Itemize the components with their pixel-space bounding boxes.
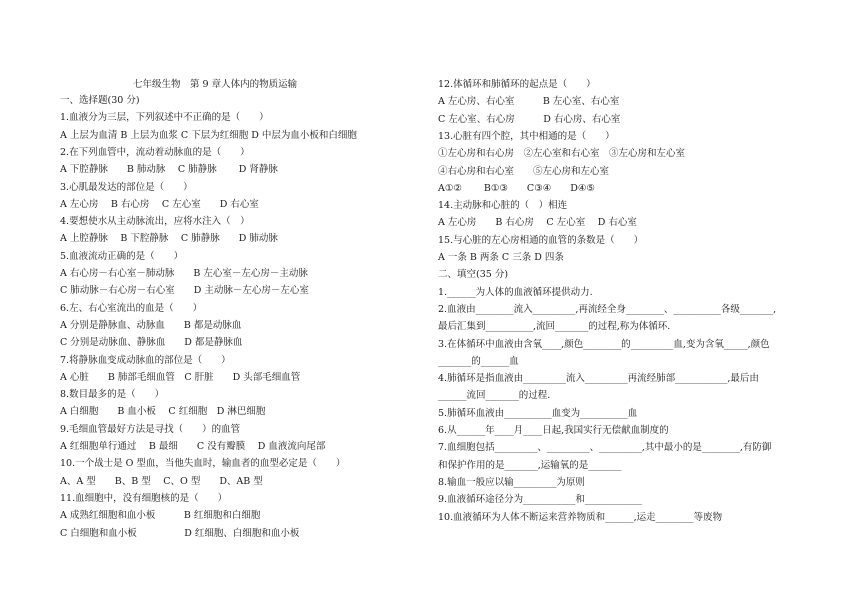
left-text-line: C 肺动脉－右心房－右心室 D 主动脉－左心房－左心室: [60, 285, 309, 297]
left-text-line: 2.在下列血管中，流动着动脉血的是（ ）: [60, 146, 250, 158]
left-text-line: A 右心房－右心室－肺动脉 B 左心室－左心房－主动脉: [60, 268, 308, 279]
left-text-line: A 成熟红细胞和血小板 B 红细胞和白细胞: [60, 510, 261, 522]
left-text-line: A 分别是静脉血、动脉血 B 都是动脉血: [60, 319, 242, 331]
right-text-line: 7.血细胞包括_________、_________、_________,其中最小的是________,有防御: [438, 442, 772, 454]
right-text-line: 14.主动脉和心脏的（ ）相连: [438, 200, 568, 212]
right-text-line: ______流回_______的过程.: [438, 390, 551, 402]
right-text-line: 4.肺循环是指血液由_________流入_________再流经肺部___________,最后由: [438, 373, 759, 385]
right-text-line: A 一条 B 两条 C 三条 D 四条: [438, 252, 564, 263]
right-text-line: C 左心室、右心房 D 右心房、右心室: [438, 113, 621, 125]
left-text-line: 4.要想使水从主动脉流出，应将水注入（ ）: [60, 216, 250, 228]
left-text-line: A 左心房 B 右心房 C 左心室 D 右心室: [60, 198, 259, 210]
left-text-line: A 上层为血清 B 上层为血浆 C 下层为红细胞 D 中层为血小板和白细胞: [60, 129, 357, 141]
right-text-line: A 左心房、右心室 B 左心室、右心室: [438, 96, 620, 108]
right-text-line: 9.血液循环途径分为___________和____________: [438, 494, 642, 506]
left-text-line: 3.心肌最发达的部位是（ ）: [60, 181, 193, 193]
left-text-line: 9.毛细血管最好方法是寻找（ ）的血管: [60, 423, 241, 435]
left-text-line: A 白细胞 B 血小板 C 红细胞 D 淋巴细胞: [60, 406, 266, 418]
right-text-line: 和保护作用的是_______,运输氧的是_______: [438, 459, 622, 471]
left-text-line: C 白细胞和血小板 D 红细胞、白细胞和血小板: [60, 527, 300, 539]
left-text-line: C 分别是动脉血、静脉血 D 都是静脉血: [60, 337, 243, 349]
right-text-line: 13.心脏有四个腔，其中相通的是（ ）: [438, 130, 615, 142]
left-text-line: A、A 型 B、B 型 C、O 型 D、AB 型: [60, 475, 263, 487]
right-text-line: 8.输血一般应以输_________为原则: [438, 476, 585, 488]
right-text-line: 最后汇集到__________,流回_______的过程,称为体循环.: [438, 321, 671, 333]
right-text-line: _______的______血: [438, 355, 519, 367]
right-text-line: A 左心房 B 右心房 C 左心室 D 右心室: [438, 217, 637, 229]
right-text-line: ①左心房和右心房 ②左心室和右心室 ③左心房和左心室: [438, 148, 686, 160]
left-text-line: 5.血液流动正确的是（ ）: [60, 250, 184, 262]
right-text-line: ④右心房和右心室 ⑤左心房和左心室: [438, 165, 610, 177]
right-text-line: 5.肺循环血液由__________血变为__________血: [438, 407, 638, 419]
right-text-line: 12.体循环和肺循环的起点是（ ）: [438, 79, 596, 90]
right-text-line: 3.在体循环中血液由含氧____,颜色________的_________血,变为含氧_____,颜色: [438, 338, 770, 350]
right-text-line: 15.与心脏的左心房相通的血管的条数是（ ）: [438, 234, 644, 246]
left-text-line: 7.将静脉血变成动脉血的部位是（ ）: [60, 354, 231, 366]
left-text-line: A 红细胞单行通过 B 最细 C 没有瓣膜 D 血液流向尾部: [60, 441, 326, 452]
left-text-line: 11.血细胞中，没有细胞核的是（ ）: [60, 492, 228, 504]
right-text-line: 6.从______年____月____日起,我国实行无偿献血制度的: [438, 425, 669, 436]
right-text-line: 10.血液循环为人体不断运来营养物质和______,运走________等废物: [438, 511, 723, 523]
left-text-line: 6.左、右心室流出的血是（ ）: [60, 302, 203, 314]
left-text-line: A 下腔静脉 B 肺动脉 C 肺静脉 D 肾静脉: [60, 164, 278, 176]
left-text-line: 1.血液分为三层，下列叙述中不正确的是（ ）: [60, 112, 269, 124]
page-title: 七年级生物 第 9 章人体内的物质运输: [133, 79, 298, 90]
right-text-line: A①② B①③ C③④ D④⑤: [438, 182, 595, 194]
left-text-line: A 上腔静脉 B 下腔静脉 C 肺静脉 D 肺动脉: [60, 233, 278, 245]
left-text-line: 一、选择题(30 分): [60, 95, 140, 106]
left-text-line: 8.数目最多的是（ ）: [60, 389, 165, 401]
left-text-line: A 心脏 B 肺部毛细血管 C 肝脏 D 头部毛细血管: [60, 371, 301, 383]
left-text-line: 10.一个战士是 O 型血，当他失血时，输血者的血型必定是（ ）: [60, 458, 346, 470]
right-text-line: 1.______为人体的血液循环提供动力.: [438, 286, 593, 298]
right-text-line: 2.血液由________流入_________,再流经全身________、__________各级_______,: [438, 303, 777, 315]
right-text-line: 二、填空(35 分): [438, 269, 509, 281]
